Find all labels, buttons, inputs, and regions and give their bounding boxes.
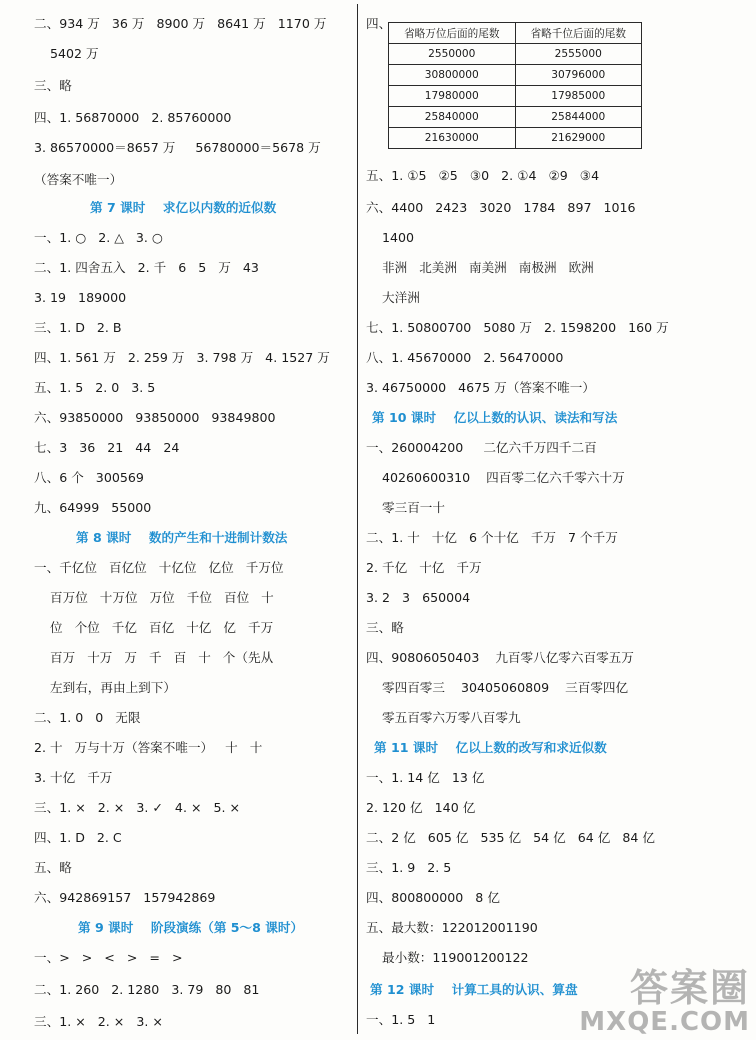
answer-line: 六、4400 2423 3020 1784 897 1016 — [366, 200, 636, 215]
answer-line: 百万位 十万位 万位 千位 百位 十 — [50, 590, 274, 605]
watermark-url: MXQE.COM — [579, 1007, 750, 1037]
answer-line: 3. 19 189000 — [34, 290, 127, 305]
table-cell: 17980000 — [389, 86, 516, 107]
answer-line: 六、942869157 157942869 — [34, 890, 216, 905]
answer-line: 零三百一十 — [382, 500, 445, 515]
answer-line: 一、千亿位 百亿位 十亿位 亿位 千万位 — [34, 560, 284, 575]
answer-line: 三、略 — [366, 620, 404, 635]
answer-line: 最小数：119001200122 — [382, 950, 529, 965]
answer-line: 百万 十万 万 千 百 十 个（先从 — [50, 650, 274, 665]
rounding-table — [388, 22, 642, 149]
answer-line: 三、1. D 2. B — [34, 320, 122, 335]
answer-line: 非洲 北美洲 南美洲 南极洲 欧洲 — [382, 260, 594, 275]
table-header-cell: 省略千位后面的尾数 — [515, 23, 642, 44]
answer-line: 零四百零三 30405060809 三百零四亿 — [382, 680, 629, 695]
answer-line: 五、最大数：122012001190 — [366, 920, 538, 935]
table-row — [389, 107, 642, 128]
answer-line: 二、1. 260 2. 1280 3. 79 80 81 — [34, 982, 260, 997]
column-divider — [357, 4, 358, 1034]
answer-line: 三、1. 9 2. 5 — [366, 860, 452, 875]
table-cell: 21629000 — [515, 128, 642, 149]
answer-line: 一、> > < > = > — [34, 950, 183, 965]
answer-line: 七、1. 50800700 5080 万 2. 1598200 160 万 — [366, 320, 669, 335]
answer-line: 5402 万 — [50, 46, 99, 61]
answer-line: 四、90806050403 九百零八亿零六百零五万 — [366, 650, 634, 665]
table-cell: 2555000 — [515, 44, 642, 65]
answer-line: 1400 — [382, 230, 415, 245]
table-cell: 17985000 — [515, 86, 642, 107]
answer-line: 3. 46750000 4675 万（答案不唯一） — [366, 380, 595, 395]
answer-line: 一、1. 5 1 — [366, 1012, 436, 1027]
answer-line: 3. 十亿 千万 — [34, 770, 113, 785]
answer-line: 四、1. 56870000 2. 85760000 — [34, 110, 232, 125]
lesson-heading: 第 9 课时 阶段演练（第 5～8 课时） — [78, 920, 304, 935]
table-cell: 25840000 — [389, 107, 516, 128]
answer-line: 40260600310 四百零二亿六千零六十万 — [382, 470, 625, 485]
answer-line: 五、1. 5 2. 0 3. 5 — [34, 380, 156, 395]
answer-line: 一、1. ○ 2. △ 3. ○ — [34, 230, 163, 245]
answer-line: 三、1. × 2. × 3. ✓ 4. × 5. × — [34, 800, 241, 815]
table-cell: 2550000 — [389, 44, 516, 65]
answer-line: 二、934 万 36 万 8900 万 8641 万 1170 万 — [34, 16, 327, 31]
answer-line: 四、1. D 2. C — [34, 830, 122, 845]
lesson-heading: 第 8 课时 数的产生和十进制计数法 — [76, 530, 288, 545]
lesson-heading: 第 12 课时 计算工具的认识、算盘 — [370, 982, 578, 997]
answer-line: 3. 86570000＝8657 万 56780000＝5678 万 — [34, 140, 321, 155]
answer-line: 四、1. 561 万 2. 259 万 3. 798 万 4. 1527 万 — [34, 350, 330, 365]
answer-line: 二、1. 0 0 无限 — [34, 710, 141, 725]
answer-line: 一、1. 14 亿 13 亿 — [366, 770, 485, 785]
table-cell: 25844000 — [515, 107, 642, 128]
answer-line: 左到右，再由上到下） — [50, 680, 176, 695]
table-cell: 21630000 — [389, 128, 516, 149]
answer-line: 2. 120 亿 140 亿 — [366, 800, 476, 815]
answer-line: 二、1. 四舍五入 2. 千 6 5 万 43 — [34, 260, 259, 275]
answer-line: 二、2 亿 605 亿 535 亿 54 亿 64 亿 84 亿 — [366, 830, 655, 845]
answer-line: 六、93850000 93850000 93849800 — [34, 410, 276, 425]
table-cell: 30800000 — [389, 65, 516, 86]
lesson-heading: 第 7 课时 求亿以内数的近似数 — [90, 200, 277, 215]
table-row — [389, 44, 642, 65]
answer-line: 八、6 个 300569 — [34, 470, 144, 485]
answer-line: 九、64999 55000 — [34, 500, 152, 515]
table-row — [389, 65, 642, 86]
answer-line: 2. 千亿 十亿 千万 — [366, 560, 482, 575]
answer-line: 八、1. 45670000 2. 56470000 — [366, 350, 564, 365]
answer-line: 三、1. × 2. × 3. × — [34, 1014, 163, 1029]
answer-line: （答案不唯一） — [34, 172, 123, 187]
answer-line: 一、260004200 二亿六千万四千二百 — [366, 440, 597, 455]
answer-line: 零五百零六万零八百零九 — [382, 710, 521, 725]
answer-line: 五、略 — [34, 860, 72, 875]
table-label: 四、 — [366, 16, 392, 31]
answer-line: 3. 2 3 650004 — [366, 590, 471, 605]
answer-line: 三、略 — [34, 78, 72, 93]
answer-line: 位 个位 千亿 百亿 十亿 亿 千万 — [50, 620, 274, 635]
watermark — [579, 968, 750, 1036]
table-row — [389, 86, 642, 107]
table-header-row — [389, 23, 642, 44]
answer-line: 大洋洲 — [382, 290, 420, 305]
answer-line: 四、800800000 8 亿 — [366, 890, 500, 905]
lesson-heading: 第 10 课时 亿以上数的认识、读法和写法 — [372, 410, 618, 425]
watermark-logo-text: 答案圈 — [629, 966, 750, 1010]
answer-line: 七、3 36 21 44 24 — [34, 440, 180, 455]
answer-line: 2. 十 万与十万（答案不唯一） 十 十 — [34, 740, 263, 755]
table-row — [389, 128, 642, 149]
table-header-cell: 省略万位后面的尾数 — [389, 23, 516, 44]
answer-line: 二、1. 十 十亿 6 个十亿 千万 7 个千万 — [366, 530, 618, 545]
lesson-heading: 第 11 课时 亿以上数的改写和求近似数 — [374, 740, 607, 755]
answer-line: 五、1. ①5 ②5 ③0 2. ①4 ②9 ③4 — [366, 168, 600, 183]
table-cell: 30796000 — [515, 65, 642, 86]
